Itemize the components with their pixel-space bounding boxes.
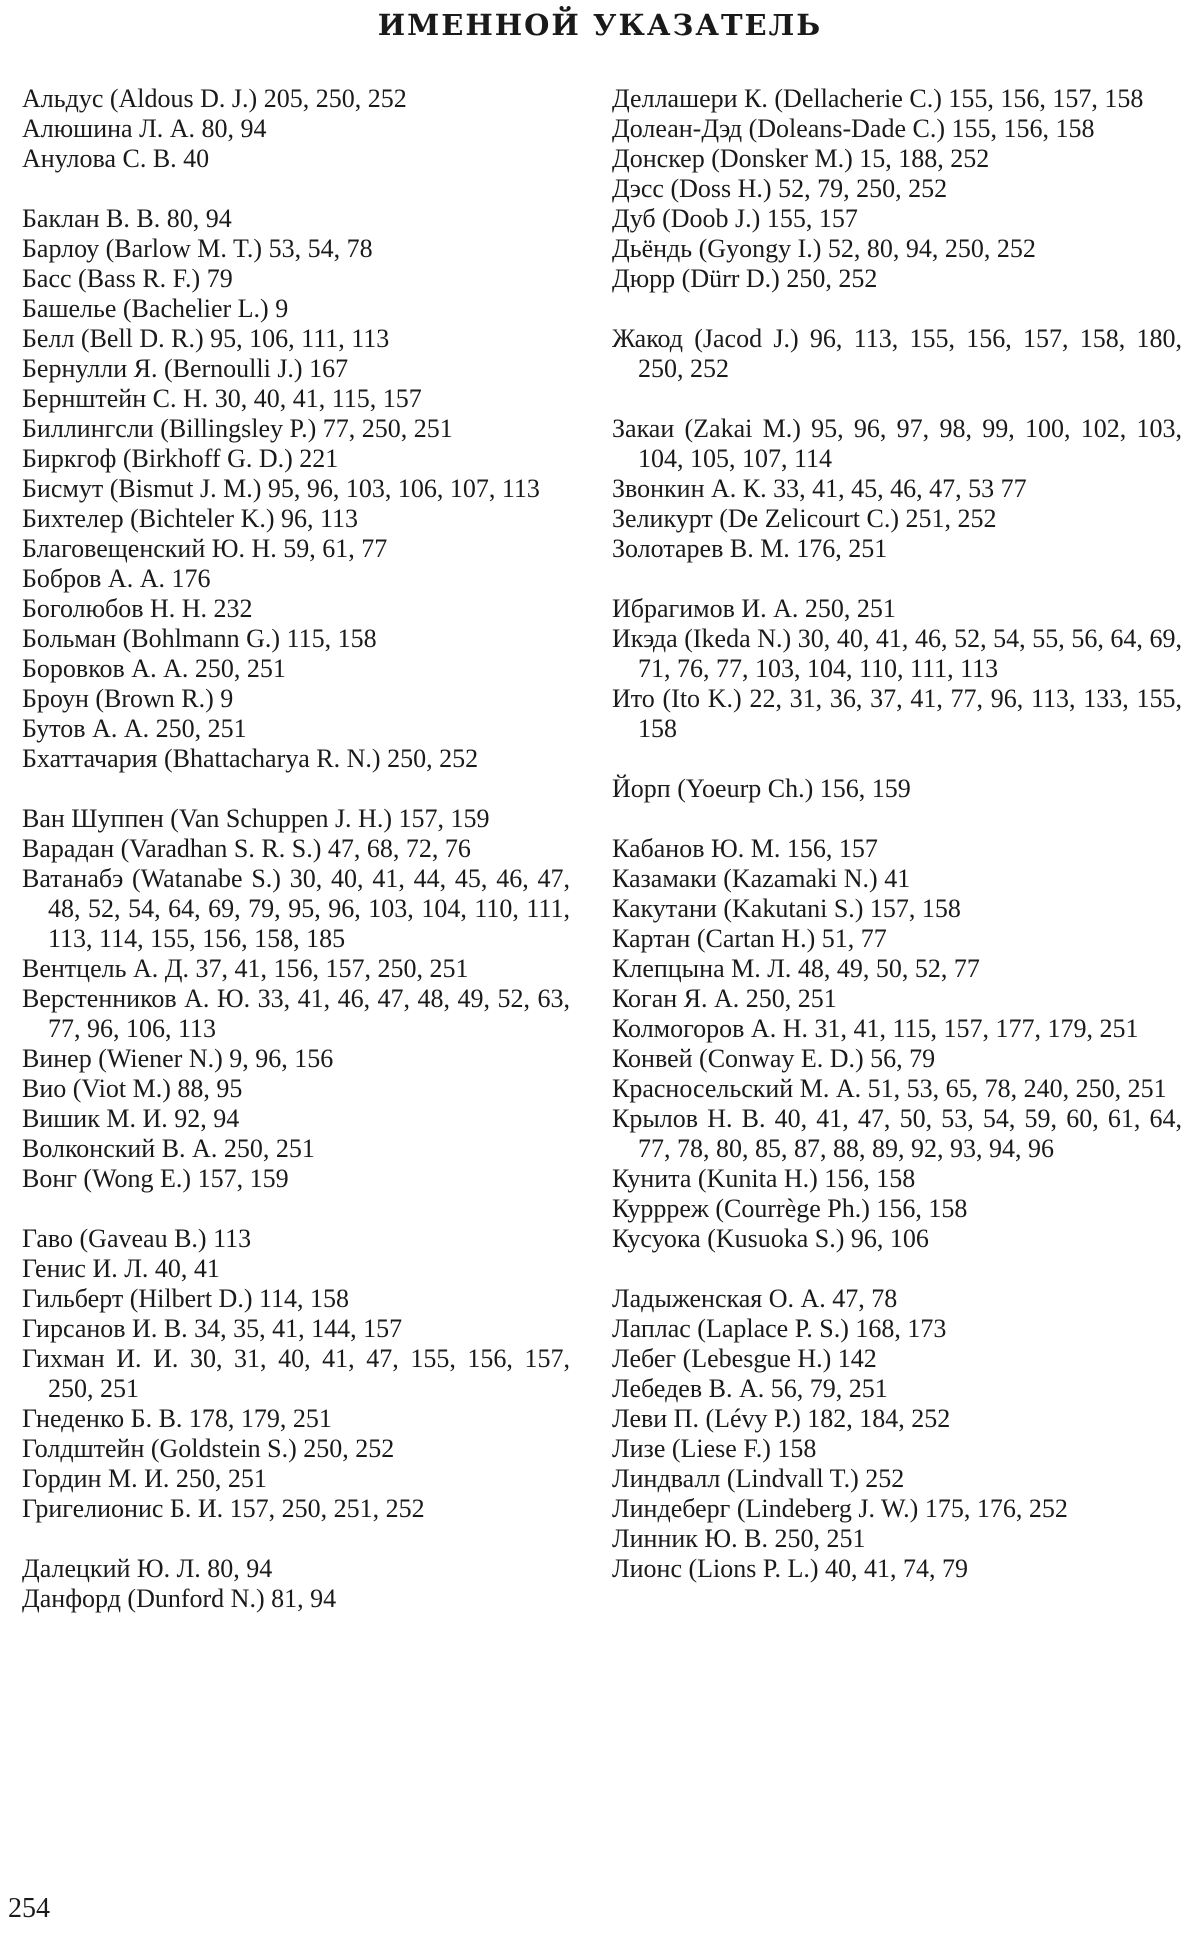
index-entry: Кусуока (Kusuoka S.) 96, 106: [612, 1224, 929, 1253]
index-entry: Кунита (Kunita H.) 156, 158: [612, 1164, 916, 1193]
index-entry: Ладыженская О. А. 47, 78: [612, 1284, 898, 1313]
index-entry: Альдус (Aldous D. J.) 205, 250, 252: [22, 84, 407, 113]
index-entry: Линдвалл (Lindvall T.) 252: [612, 1464, 905, 1493]
index-entry: Гихман И. И. 30, 31, 40, 41, 47, 155, 156, 157, 250, 251: [22, 1344, 570, 1403]
index-entry: Башелье (Bachelier L.) 9: [22, 294, 289, 323]
index-entry: Дьёндь (Gyongy I.) 52, 80, 94, 250, 252: [612, 234, 1036, 263]
index-entry: Закаи (Zakai M.) 95, 96, 97, 98, 99, 100, 102, 103, 104, 105, 107, 114: [612, 414, 1182, 473]
index-entry: Бернштейн С. Н. 30, 40, 41, 115, 157: [22, 384, 422, 413]
index-entry: Кабанов Ю. М. 156, 157: [612, 834, 878, 863]
index-entry: Ито (Ito K.) 22, 31, 36, 37, 41, 77, 96, 113, 133, 155, 158: [612, 684, 1182, 743]
index-entry: Больман (Bohlmann G.) 115, 158: [22, 624, 377, 653]
index-entry: Долеан-Дэд (Doleans-Dade C.) 155, 156, 158: [612, 114, 1095, 143]
index-entry: Ватанабэ (Watanabe S.) 30, 40, 41, 44, 45, 46, 47, 48, 52, 54, 64, 69, 79, 95, 96, 103, 104, 110, 111, 113, 114, 155, 156, 158, 185: [22, 864, 570, 953]
index-entry: Боголюбов Н. Н. 232: [22, 594, 253, 623]
page-title: ИМЕННОЙ УКАЗАТЕЛЬ: [377, 8, 823, 42]
index-group-d: [22, 1554, 570, 1614]
index-entry: Барлоу (Barlow M. T.) 53, 54, 78: [22, 234, 373, 263]
index-entry: Данфорд (Dunford N.) 81, 94: [22, 1584, 337, 1613]
index-entry: Лебедев В. А. 56, 79, 251: [612, 1374, 888, 1403]
index-entry: Биркгоф (Birkhoff G. D.) 221: [22, 444, 339, 473]
index-entry: Волконский В. А. 250, 251: [22, 1134, 315, 1163]
index-group-a: [22, 84, 570, 174]
index-entry: Бернулли Я. (Bernoulli J.) 167: [22, 354, 349, 383]
index-entry: Ван Шуппен (Van Schuppen J. H.) 157, 159: [22, 804, 490, 833]
index-entry: Биллингсли (Billingsley P.) 77, 250, 251: [22, 414, 453, 443]
index-entry: Дуб (Doob J.) 155, 157: [612, 204, 858, 233]
index-entry: Григелионис Б. И. 157, 250, 251, 252: [22, 1494, 425, 1523]
index-group-y: [612, 774, 1182, 804]
index-entry: Ибрагимов И. А. 250, 251: [612, 594, 896, 623]
index-entry: Дюрр (Dürr D.) 250, 252: [612, 264, 878, 293]
index-entry: Линдеберг (Lindeberg J. W.) 175, 176, 252: [612, 1494, 1068, 1523]
index-group-v: [22, 804, 570, 1194]
index-entry: Вио (Viot M.) 88, 95: [22, 1074, 243, 1103]
index-entry: Линник Ю. В. 250, 251: [612, 1524, 866, 1553]
index-entry: Бхаттачария (Bhattacharya R. N.) 250, 252: [22, 744, 479, 773]
index-entry: Гнеденко Б. В. 178, 179, 251: [22, 1404, 332, 1433]
index-entry: Крылов Н. В. 40, 41, 47, 50, 53, 54, 59, 60, 61, 64, 77, 78, 80, 85, 87, 88, 89, 92, 93, 94, 96: [612, 1104, 1182, 1163]
index-column-right: [612, 84, 1182, 1584]
index-entry: Басс (Bass R. F.) 79: [22, 264, 233, 293]
index-entry: Бобров А. А. 176: [22, 564, 211, 593]
index-entry: Колмогоров А. Н. 31, 41, 115, 157, 177, 179, 251: [612, 1014, 1139, 1043]
index-entry: Гирсанов И. В. 34, 35, 41, 144, 157: [22, 1314, 403, 1343]
index-entry: Боровков А. А. 250, 251: [22, 654, 286, 683]
index-entry: Генис И. Л. 40, 41: [22, 1254, 220, 1283]
index-entry: Дэсс (Doss H.) 52, 79, 250, 252: [612, 174, 948, 203]
index-entry: Винер (Wiener N.) 9, 96, 156: [22, 1044, 334, 1073]
index-entry: Баклан В. В. 80, 94: [22, 204, 232, 233]
index-entry: Вишик М. И. 92, 94: [22, 1104, 240, 1133]
index-entry: Лаплас (Laplace P. S.) 168, 173: [612, 1314, 947, 1343]
index-entry: Зеликурт (De Zelicourt C.) 251, 252: [612, 504, 997, 533]
index-entry: Голдштейн (Goldstein S.) 250, 252: [22, 1434, 395, 1463]
index-entry: Донскер (Donsker M.) 15, 188, 252: [612, 144, 990, 173]
index-group-zh: [612, 324, 1182, 384]
index-entry: Бутов А. А. 250, 251: [22, 714, 247, 743]
index-group-b: [22, 204, 570, 774]
index-entry: Леви П. (Lévy P.) 182, 184, 252: [612, 1404, 951, 1433]
page-number: 254: [8, 1893, 50, 1924]
index-entry: Броун (Brown R.) 9: [22, 684, 234, 713]
index-entry: Деллашери К. (Dellacherie C.) 155, 156, 157, 158: [612, 84, 1144, 113]
index-group-i: [612, 594, 1182, 744]
index-entry: Коган Я. А. 250, 251: [612, 984, 837, 1013]
index-entry: Бисмут (Bismut J. M.) 95, 96, 103, 106, 107, 113: [22, 474, 540, 503]
index-group-l: [612, 1284, 1182, 1584]
index-entry: Бихтелер (Bichteler K.) 96, 113: [22, 504, 359, 533]
index-group-g: [22, 1224, 570, 1524]
index-entry: Куррреж (Courrège Ph.) 156, 158: [612, 1194, 968, 1223]
index-entry: Вонг (Wong E.) 157, 159: [22, 1164, 289, 1193]
index-entry: Благовещенский Ю. Н. 59, 61, 77: [22, 534, 388, 563]
index-entry: Казамаки (Kazamaki N.) 41: [612, 864, 911, 893]
index-entry: Гордин М. И. 250, 251: [22, 1464, 267, 1493]
index-entry: Гаво (Gaveau B.) 113: [22, 1224, 252, 1253]
index-entry: Клепцына М. Л. 48, 49, 50, 52, 77: [612, 954, 980, 983]
index-entry: Какутани (Kakutani S.) 157, 158: [612, 894, 961, 923]
index-column-left: [22, 84, 570, 1614]
index-group-d-cont: [612, 84, 1182, 294]
index-entry: Лизе (Liese F.) 158: [612, 1434, 817, 1463]
index-group-z: [612, 414, 1182, 564]
index-entry: Варадан (Varadhan S. R. S.) 47, 68, 72, 76: [22, 834, 471, 863]
index-entry: Верстенников А. Ю. 33, 41, 46, 47, 48, 49, 52, 63, 77, 96, 106, 113: [22, 984, 570, 1043]
index-entry: Икэда (Ikeda N.) 30, 40, 41, 46, 52, 54, 55, 56, 64, 69, 71, 76, 77, 103, 104, 110, 111, 113: [612, 624, 1182, 683]
index-entry: Картан (Cartan H.) 51, 77: [612, 924, 887, 953]
index-entry: Лебег (Lebesgue H.) 142: [612, 1344, 877, 1373]
index-entry: Анулова С. В. 40: [22, 144, 210, 173]
index-entry: Конвей (Conway E. D.) 56, 79: [612, 1044, 936, 1073]
index-entry: Красносельский М. А. 51, 53, 65, 78, 240, 250, 251: [612, 1074, 1167, 1103]
index-entry: Белл (Bell D. R.) 95, 106, 111, 113: [22, 324, 390, 353]
index-entry: Золотарев В. М. 176, 251: [612, 534, 888, 563]
index-entry: Далецкий Ю. Л. 80, 94: [22, 1554, 273, 1583]
index-entry: Йорп (Yoeurp Ch.) 156, 159: [612, 774, 911, 803]
index-group-k: [612, 834, 1182, 1254]
index-entry: Алюшина Л. А. 80, 94: [22, 114, 267, 143]
index-entry: Гильберт (Hilbert D.) 114, 158: [22, 1284, 350, 1313]
index-entry: Жакод (Jacod J.) 96, 113, 155, 156, 157, 158, 180, 250, 252: [612, 324, 1182, 383]
index-entry: Вентцель А. Д. 37, 41, 156, 157, 250, 251: [22, 954, 469, 983]
index-entry: Лионс (Lions P. L.) 40, 41, 74, 79: [612, 1554, 969, 1583]
index-entry: Звонкин А. К. 33, 41, 45, 46, 47, 53 77: [612, 474, 1027, 503]
